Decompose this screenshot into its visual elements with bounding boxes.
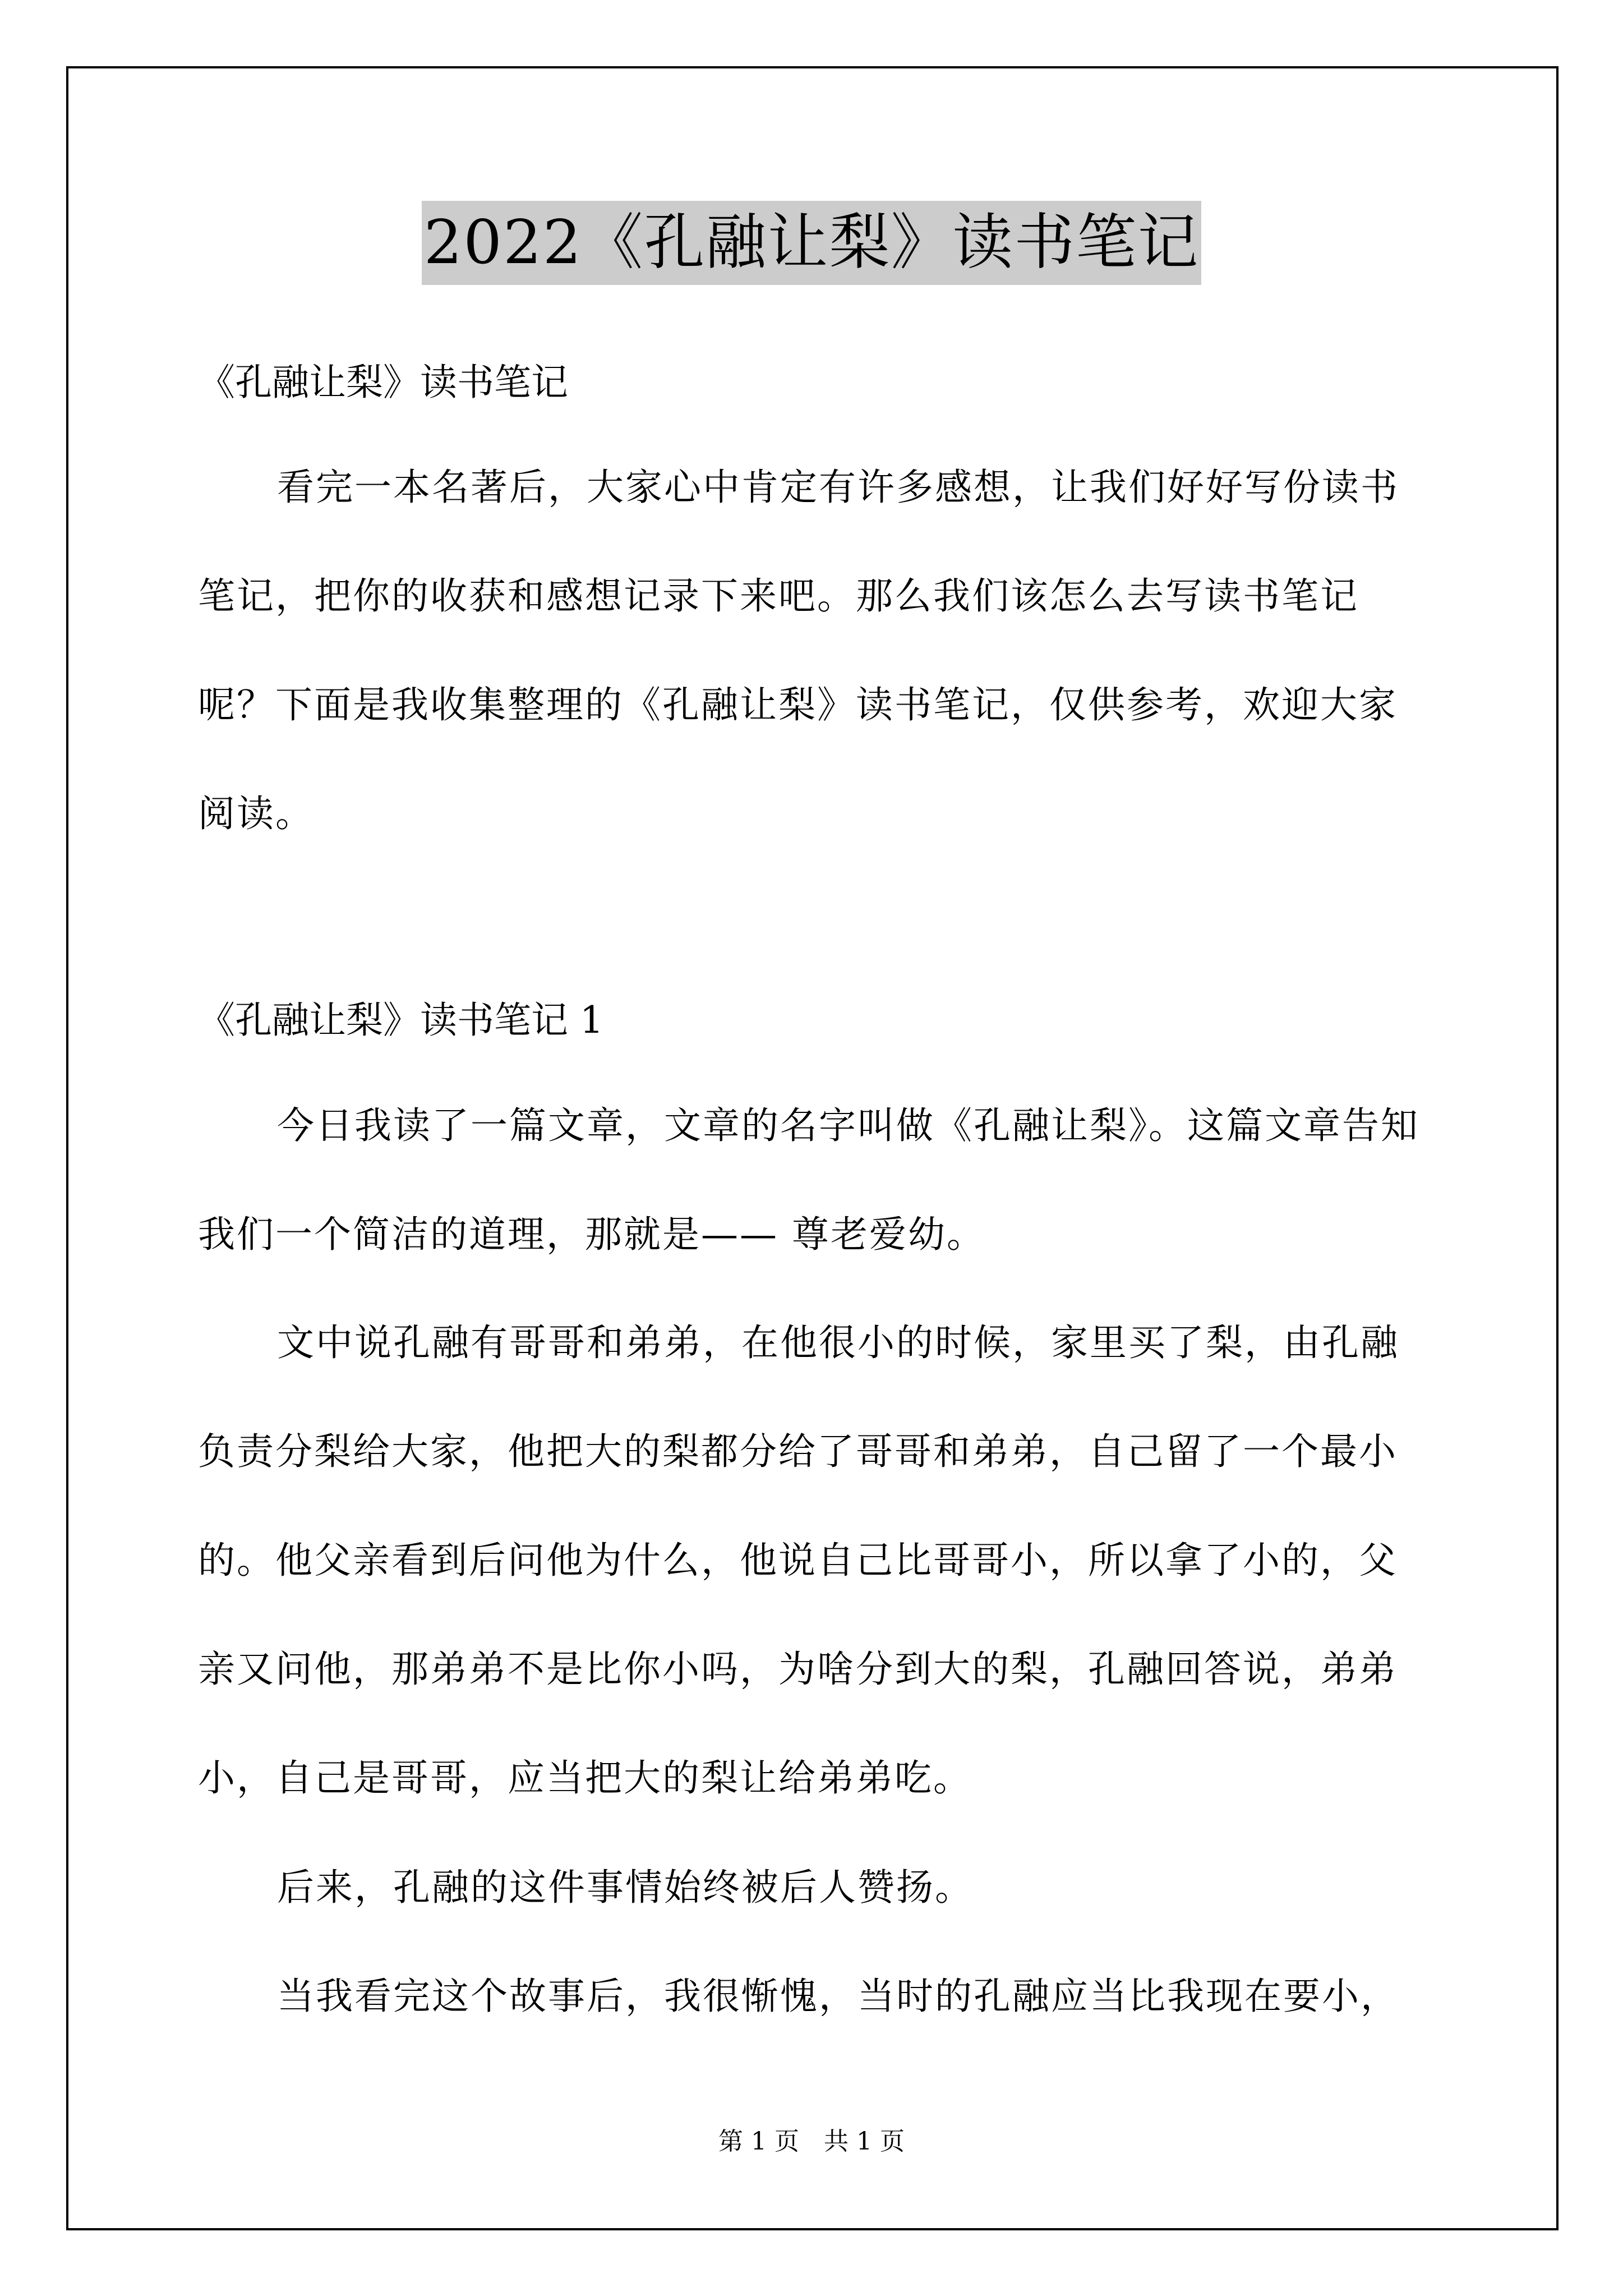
body-paragraph: 当我看完这个故事后，我很惭愧，当时的孔融应当比我现在要小，: [277, 1975, 1399, 2018]
section-heading: 《孔融让梨》读书笔记 1: [198, 999, 603, 1042]
page-footer: 第 1 页 共 1 页: [718, 2127, 905, 2156]
body-paragraph: 后来，孔融的这件事情始终被后人赞扬。: [277, 1866, 974, 1909]
document-subtitle: 《孔融让梨》读书笔记: [198, 361, 568, 404]
document-title: 2022《孔融让梨》读书笔记: [422, 201, 1202, 285]
intro-paragraph: 看完一本名著后，大家心中肯定有许多感想，让我们好好写份读书笔记，把你的收获和感想记录下来吧。那么我们该怎么去写读书笔记呢？下面是我收集整理的《孔融让梨》读书笔记，仅供参考，欢迎大家阅读。: [198, 466, 1399, 835]
body-paragraph: 今日我读了一篇文章，文章的名字叫做《孔融让梨》。这篇文章告知我们一个简洁的道理，那就是—— 尊老爱幼。: [198, 1104, 1419, 1256]
body-paragraph: 文中说孔融有哥哥和弟弟，在他很小的时候，家里买了梨，由孔融负责分梨给大家，他把大的梨都分给了哥哥和弟弟，自己留了一个最小的。他父亲看到后问他为什么，他说自己比哥哥小，所以拿了小的，父亲又问他，那弟弟不是比你小吗，为啥分到大的梨，孔融回答说，弟弟小，自己是哥哥，应当把大的梨让给弟弟吃。: [198, 1321, 1399, 1800]
title-wrapper: [0, 201, 1623, 285]
